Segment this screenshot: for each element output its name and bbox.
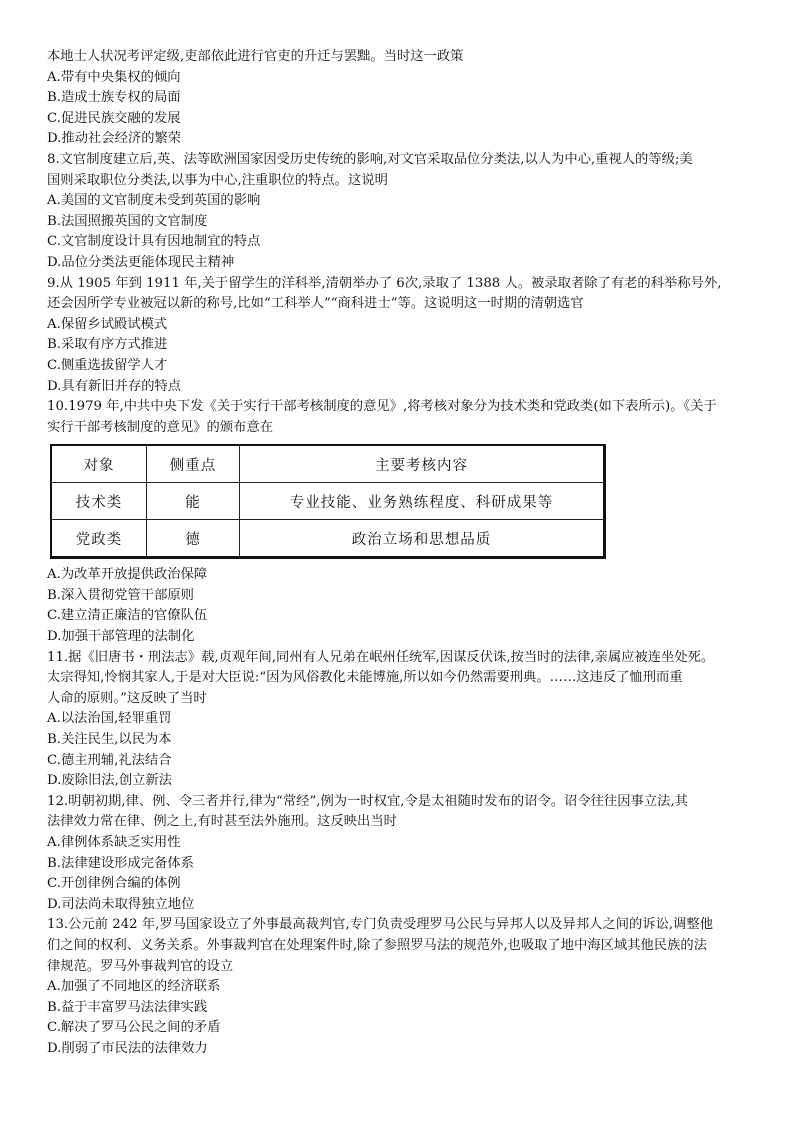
question-12	[47, 792, 747, 916]
option-b: B.法律建设形成完备体系	[47, 855, 194, 871]
option-d: D.削弱了市民法的法律效力	[47, 1040, 208, 1056]
question-stem: 12.明朝初期,律、例、令三者并行,律为“常经”,例为一时权宜,令是太祖随时发布的诏令。诏令往往因事立法,其	[47, 793, 688, 809]
question-stem: 律规范。罗马外事裁判官的设立	[47, 958, 234, 974]
option-c: C.文官制度设计具有因地制宜的特点	[47, 234, 261, 250]
question-stem: 8.文官制度建立后,英、法等欧洲国家因受历史传统的影响,对文官采取品位分类法,以人为中心,重视人的等级;美	[47, 151, 693, 167]
option-d: D.推动社会经济的繁荣	[47, 131, 182, 147]
question-stem: 太宗得知,怜悯其家人,于是对大臣说:“因为风俗教化未能博施,所以如今仍然需要刑典。……这违反了恤刑而重	[47, 670, 683, 686]
table-cell: 专业技能、业务熟练程度、科研成果等	[240, 483, 605, 520]
option-a: A.美国的文官制度未受到英国的影响	[47, 193, 261, 209]
option-d: D.品位分类法更能体现民主精神	[47, 254, 235, 270]
question-stem: 11.据《旧唐书・刑法志》载,贞观年间,同州有人兄弟在岷州任统军,因谋反伏诛,按当时的法律,亲属应被连坐处死。	[47, 649, 715, 665]
assessment-table	[50, 444, 606, 559]
question-stem: 法律效力常在律、例之上,有时甚至法外施刑。这反映出当时	[47, 814, 397, 830]
option-d: D.废除旧法,创立新法	[47, 773, 173, 789]
question-stem: 人命的原则。”这反映了当时	[47, 690, 207, 706]
assessment-table-wrapper	[50, 444, 747, 559]
option-c: C.解决了罗马公民之间的矛盾	[47, 1020, 221, 1036]
table-row	[51, 520, 605, 558]
option-a: A.以法治国,轻罪重罚	[47, 711, 172, 727]
question-7	[47, 47, 747, 150]
option-a: A.加强了不同地区的经济联系	[47, 979, 221, 995]
question-stem: 本地士人状况考评定级,吏部依此进行官吏的升迁与罢黜。当时这一政策	[47, 49, 464, 64]
question-10	[47, 397, 747, 648]
question-stem: 实行干部考核制度的意见》的颁布意在	[47, 419, 274, 435]
question-13	[47, 915, 747, 1059]
table-cell: 党政类	[51, 520, 147, 558]
question-11	[47, 648, 747, 792]
option-a: A.带有中央集权的倾向	[47, 69, 181, 85]
option-b: B.益于丰富罗马法法律实践	[47, 999, 208, 1015]
option-a: A.律例体系缺乏实用性	[47, 835, 181, 850]
table-row	[51, 483, 605, 520]
table-cell: 能	[147, 483, 240, 520]
table-header-row	[51, 445, 605, 483]
option-b: B.法国照搬英国的文官制度	[47, 213, 208, 229]
table-header-cell: 主要考核内容	[240, 445, 605, 483]
table-cell: 德	[147, 520, 240, 558]
question-stem: 10.1979 年,中共中央下发《关于实行干部考核制度的意见》,将考核对象分为技术类和党政类(如下表所示)。《关于	[47, 399, 717, 415]
question-9	[47, 274, 747, 398]
option-a: A.保留乡试殿试模式	[47, 316, 168, 332]
option-b: B.深入贯彻党管干部原则	[47, 587, 194, 603]
option-a: A.为改革开放提供政治保障	[47, 567, 208, 583]
table-header-cell: 对象	[51, 445, 147, 483]
question-stem: 还会因所学专业被冠以新的称号,比如“工科举人”“商科进士”等。这说明这一时期的清朝选官	[47, 296, 584, 312]
option-d: D.司法尚未取得独立地位	[47, 896, 195, 912]
table-cell: 政治立场和思想品质	[240, 520, 605, 558]
option-b: B.采取有序方式推进	[47, 337, 168, 353]
option-d: D.具有新旧并存的特点	[47, 378, 182, 394]
option-d: D.加强干部管理的法制化	[47, 629, 195, 645]
question-8	[47, 150, 747, 274]
option-c: C.侧重选拔留学人才	[47, 357, 168, 373]
question-stem: 9.从 1905 年到 1911 年,关于留学生的洋科举,清朝举办了 6次,录取了 1388 人。被录取者除了有老的科举称号外,	[47, 275, 722, 291]
option-b: B.造成士族专权的局面	[47, 90, 181, 106]
option-c: C.德主刑辅,礼法结合	[47, 752, 172, 768]
option-b: B.关注民生,以民为本	[47, 732, 172, 748]
option-c: C.开创律例合编的体例	[47, 876, 181, 892]
table-header-cell: 侧重点	[147, 445, 240, 483]
question-stem: 们之间的权利、义务关系。外事裁判官在处理案件时,除了参照罗马法的规范外,也吸取了地中海区域其他民族的法	[47, 937, 707, 953]
question-stem: 13.公元前 242 年,罗马国家设立了外事最高裁判官,专门负责受理罗马公民与异邦人以及异邦人之间的诉讼,调整他	[47, 917, 714, 933]
question-stem: 国则采取职位分类法,以事为中心,注重职位的特点。这说明	[47, 172, 388, 188]
option-c: C.建立清正廉洁的官僚队伍	[47, 608, 208, 624]
table-cell: 技术类	[51, 483, 147, 520]
option-c: C.促进民族交融的发展	[47, 110, 181, 126]
exam-page	[47, 47, 747, 1060]
